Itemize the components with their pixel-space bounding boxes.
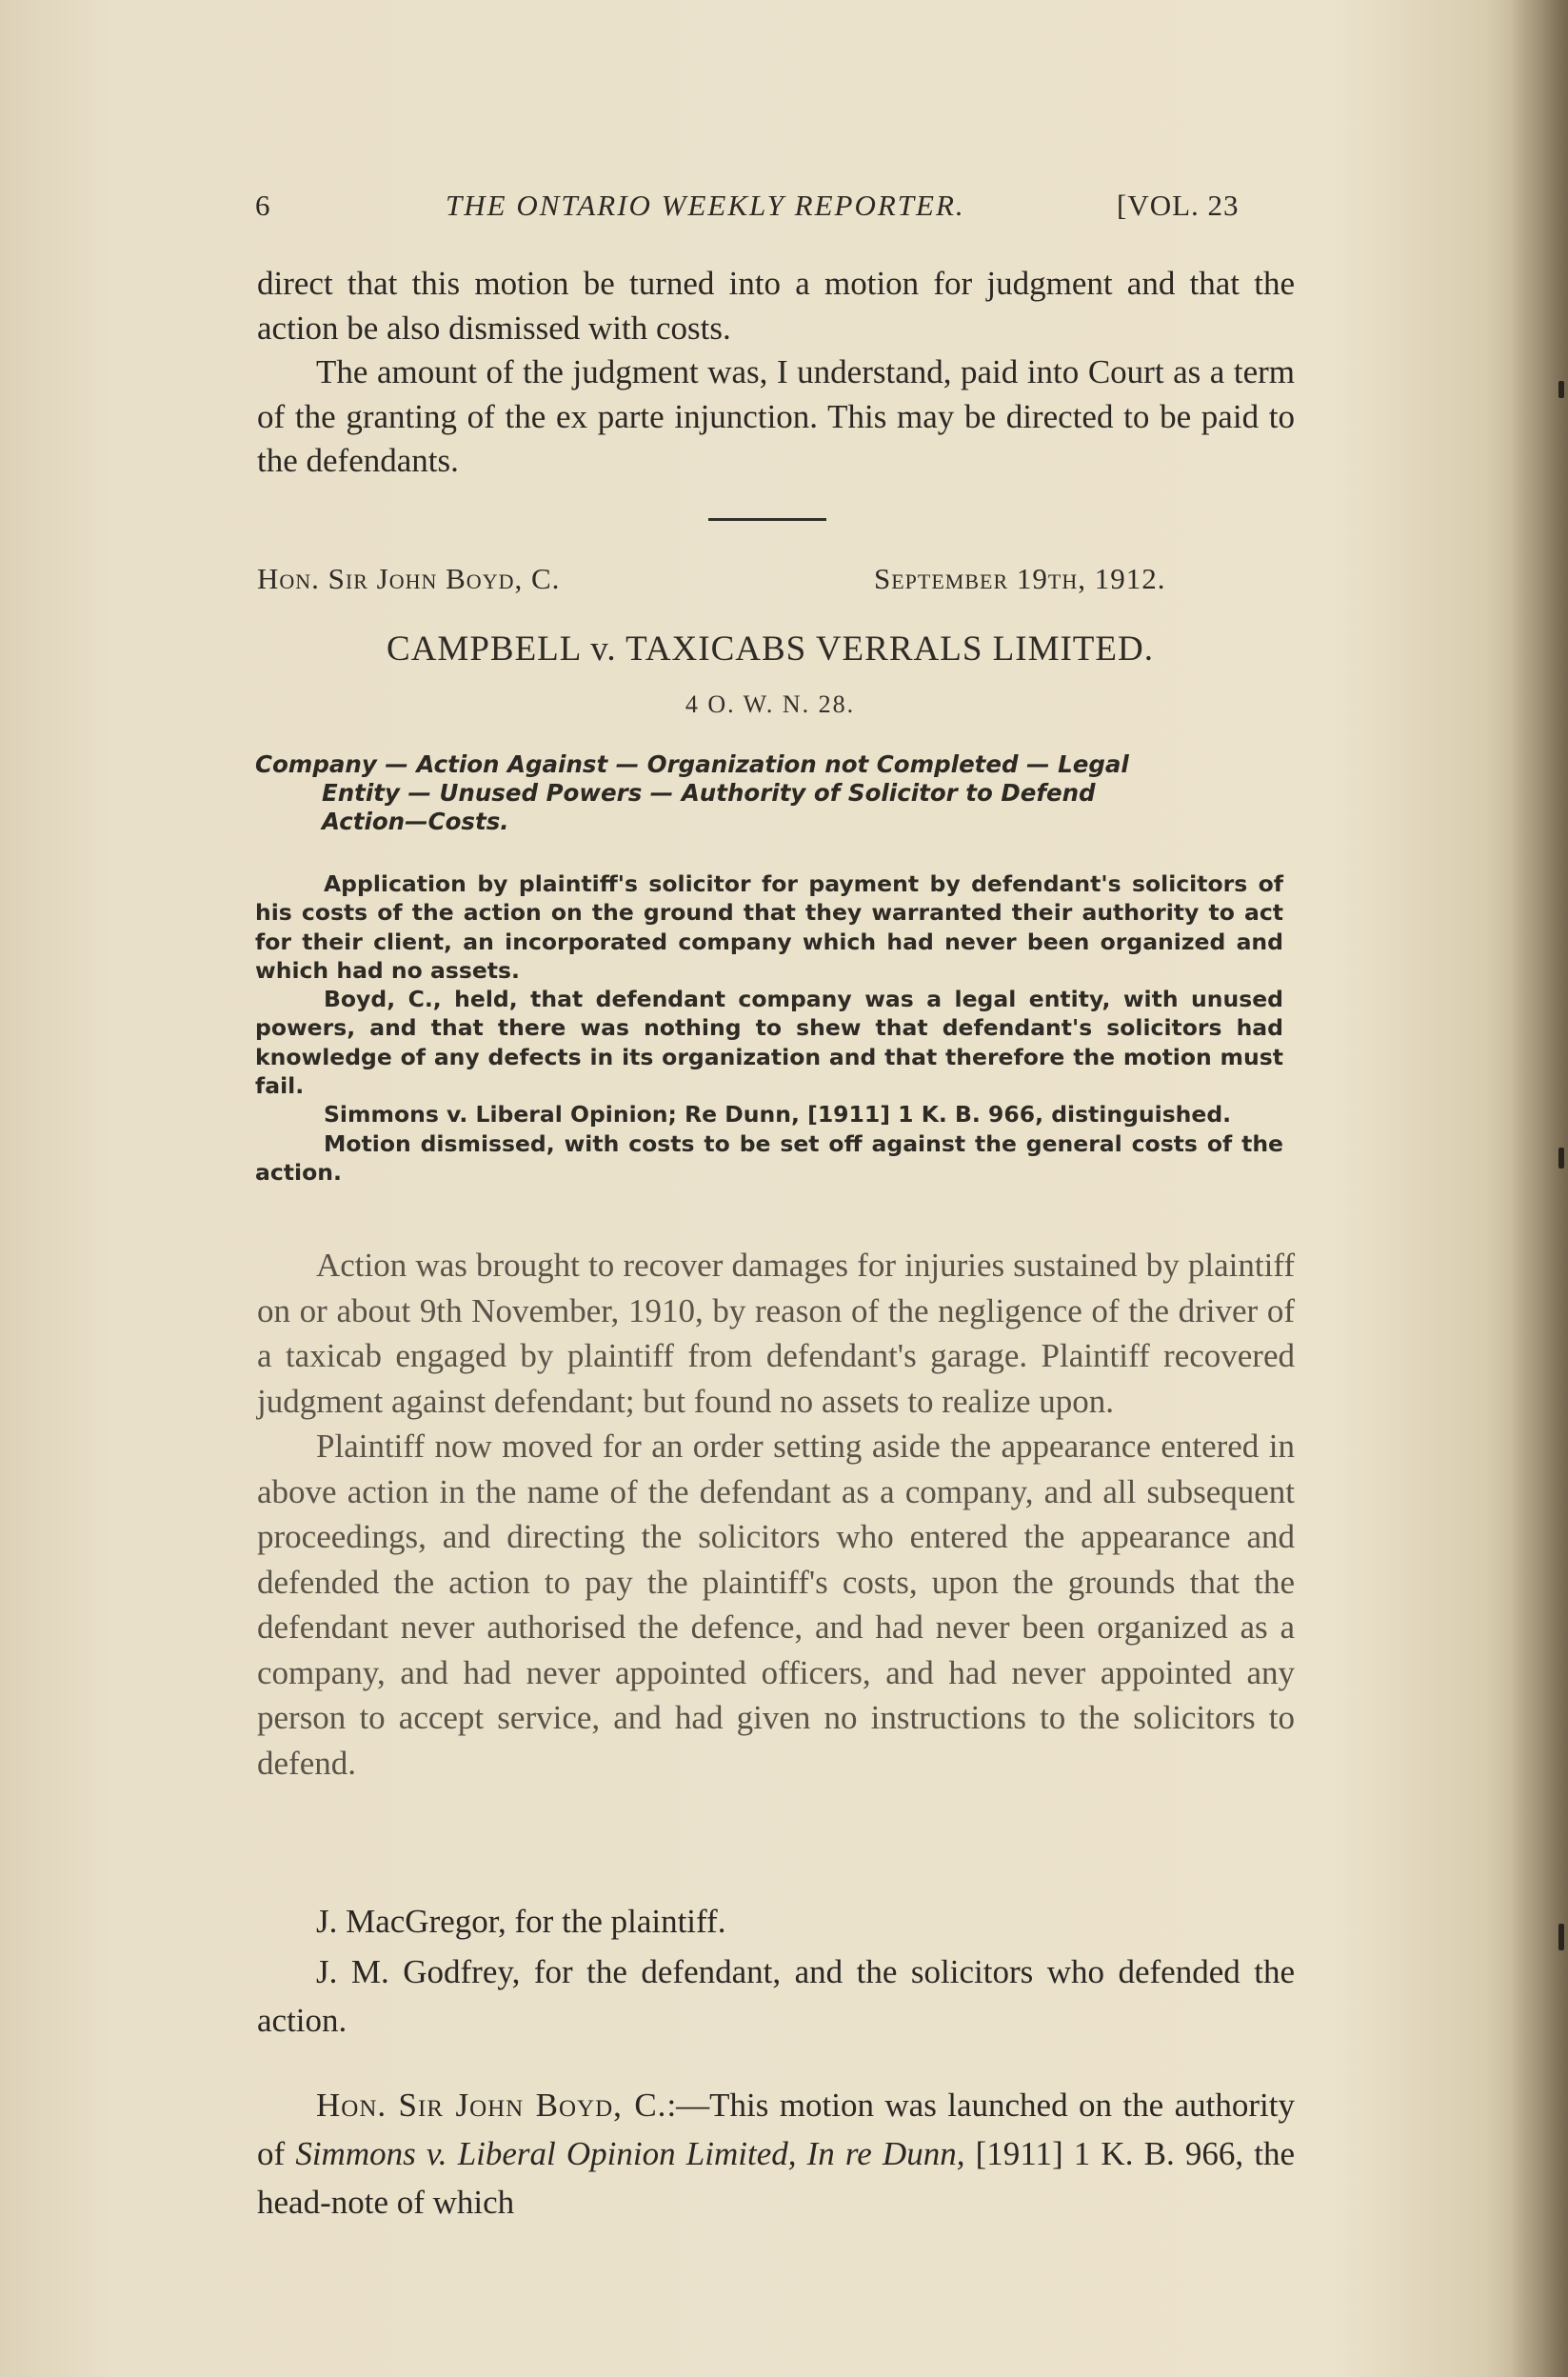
headnote-topic-line: Company — Action Against — Organization not Completed — Legal	[255, 750, 1129, 778]
summary-paragraph: Motion dismissed, with costs to be set off against the general costs of the action.	[255, 1129, 1283, 1186]
case-judge: Hon. Sir John Boyd, C.	[257, 562, 561, 595]
summary-paragraph: Application by plaintiff's solicitor for payment by defendant's solicitors of his costs of the action on the ground that they warranted their authority to act for their client, an incorporated company which had never been organized and which had no assets.	[255, 870, 1283, 984]
headnote-summary	[255, 869, 1283, 1187]
edge-mark	[1558, 1148, 1564, 1169]
section-divider	[708, 518, 826, 521]
summary-paragraph: Simmons v. Liberal Opinion; Re Dunn, [1911] 1 K. B. 966, distinguished.	[324, 1101, 1232, 1129]
judgment-text: [1911] 1 K. B. 966, the head-note of which	[257, 2135, 1295, 2221]
judgment-opening	[257, 2081, 1295, 2227]
headnote-topic-line: Action—Costs.	[322, 808, 509, 835]
case-citation: 4 O. W. N. 28.	[685, 690, 856, 718]
judgment-judge: Hon. Sir John Boyd, C.	[316, 2087, 667, 2124]
paragraph	[257, 2081, 1295, 2227]
headnote-topic-line: Entity — Unused Powers — Authority of Solicitor to Defend	[322, 779, 1096, 807]
case-title: CAMPBELL v. TAXICABS VERRALS LIMITED.	[387, 629, 1154, 669]
journal-title: THE ONTARIO WEEKLY REPORTER.	[446, 189, 965, 222]
counsel-entry: J. MacGregor, for the plaintiff.	[316, 1903, 726, 1940]
case-date: September 19th, 1912.	[874, 562, 1166, 595]
judgment-text: :—This motion was launched on the authority of	[257, 2087, 1295, 2172]
counsel-list	[257, 1895, 1295, 2045]
page-number: 6	[255, 189, 270, 222]
volume-label: [VOL. 23	[1117, 189, 1240, 222]
edge-mark	[1558, 381, 1564, 398]
statement-of-facts	[257, 1243, 1295, 1786]
running-head	[255, 189, 1283, 236]
edge-mark	[1558, 1924, 1564, 1950]
paragraph: Action was brought to recover damages for injuries sustained by plaintiff on or about 9th November, 1910, by reason of the negligence of the driver of a taxicab engaged by plaintiff from defendant's garage. Plaintiff recovered judgment against defendant; but found no assets to realize upon.	[257, 1247, 1295, 1420]
paragraph: The amount of the judgment was, I understand, paid into Court as a term of the granting of the ex parte injunction. This may be directed to be paid to the defendants.	[257, 353, 1295, 479]
opening-paragraphs	[257, 262, 1295, 484]
summary-paragraph: Boyd, C., held, that defendant company was a legal entity, with unused powers, and that there was nothing to shew that defendant's solicitors had knowledge of any defects in its organization and that therefore the motion must fail.	[255, 986, 1283, 1100]
paragraph: Plaintiff now moved for an order setting aside the appearance entered in above action in the name of the defendant as a company, and all subsequent proceedings, and directing the solicitors who entered the appearance and defended the action to pay the plaintiff's costs, upon the grounds that the defendant never authorised the defence, and had never been organized as a company, and had never appointed officers, and had never appointed any person to accept service, and had given no instructions to the solicitors to defend.	[257, 1428, 1295, 1782]
headnote-topics	[255, 750, 1283, 836]
paragraph: direct that this motion be turned into a motion for judgment and that the action be also dismissed with costs.	[257, 265, 1295, 347]
counsel-entry: J. M. Godfrey, for the defendant, and the solicitors who defended the action.	[257, 1953, 1295, 2039]
cited-case: Simmons v. Liberal Opinion Limited, In re Dunn,	[295, 2135, 965, 2172]
page-edge-shadow	[1511, 0, 1568, 2377]
